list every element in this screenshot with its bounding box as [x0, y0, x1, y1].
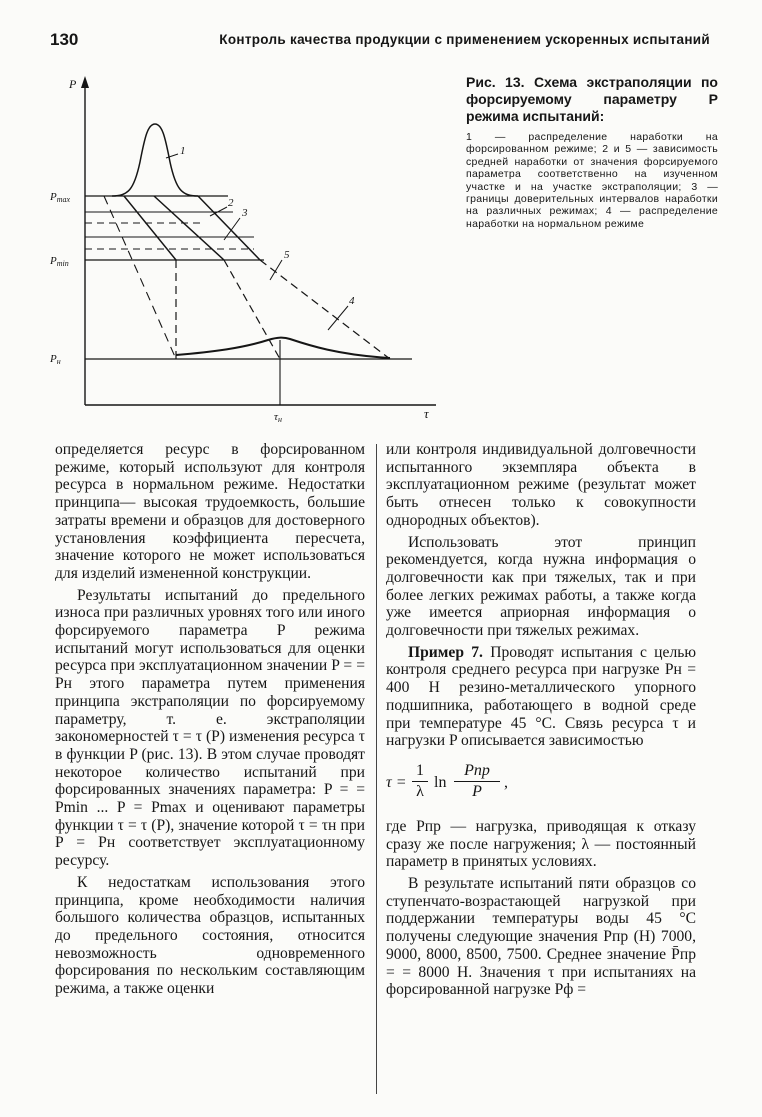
figure-13 [28, 62, 468, 432]
right-paragraph-5: В результате испытаний пяти образцов со ступенчато-возрастающей нагрузкой при поддержании температуры воды 45 °С получены следующие значения Pпр (Н) 7000, 9000, 8000, 8500, 7500. Среднее значение P̄пр = = 8000 Н. Значения τ при испытаниях на форсированной нагрузке Pф = [386, 875, 696, 999]
right-paragraph-1: или контроля индивидуальной долговечности испытанного экземпляра объекта в эксплуатационном режиме (результат может быть отнесен только к совокупности однородных объектов). [386, 441, 696, 529]
tau-n-label: τн [274, 411, 282, 424]
formula-fraction-2 [454, 762, 500, 800]
formula-frac2-den: P [472, 782, 482, 800]
left-column [55, 441, 365, 998]
curve-2-left-bound [124, 196, 176, 260]
curve-2-mean [154, 196, 224, 260]
left-paragraph-3: К недостаткам использования этого принципа, кроме необходимости наличия большого количества образцов, испытанных до предельного состояния, относится невозможность одновременного форсирования по нескольким составляющим режима, а также оценки [55, 873, 365, 998]
curve-label-5: 5 [284, 249, 290, 261]
y-axis-label: P [69, 77, 77, 91]
formula-comma: , [504, 773, 508, 791]
right-paragraph-example [386, 644, 696, 750]
formula-frac1-num: 1 [412, 762, 428, 782]
example-text: Проводят испытания с целью контроля среднего ресурса при нагрузке Pн = 400 Н резино-металлического упорного подшипника, работающего в водной среде при температуре 45 °С. Связь ресурса τ и нагрузки P описывается зависимостью [386, 643, 696, 750]
figure-caption [466, 74, 718, 230]
left-paragraph-1: определяется ресурс в форсированном режиме, который используют для контроля ресурса в нормальном режиме. Недостатки принципа— высокая трудоемкость, большие затраты времени и образцов для достоверного установления коэффициента пересчета, значение которого не может использоваться для изделий измененной конструкции. [55, 441, 365, 582]
example-lead: Пример 7. [408, 643, 483, 661]
page-header [50, 30, 710, 54]
curve-label-4: 4 [349, 295, 355, 307]
caption-title: Рис. 13. Схема экстраполяции по форсируемому параметру P режима испытаний: [466, 74, 718, 124]
x-axis-label: τ [424, 406, 429, 421]
outer-left-dashed [104, 196, 176, 359]
running-title: Контроль качества продукции с применением ускоренных испытаний [219, 32, 710, 47]
leader-4 [328, 306, 348, 330]
curve-label-2: 2 [228, 197, 234, 209]
p-n-label: Pн [50, 353, 61, 366]
formula [386, 756, 696, 814]
curve-1-distribution [112, 124, 198, 196]
extrapolation-diagram [28, 62, 468, 432]
page-number: 130 [50, 30, 79, 49]
formula-lhs: τ = [386, 773, 407, 791]
right-paragraph-4: где Pпр — нагрузка, приводящая к отказу сразу же после нагружения; λ — постоянный параметр в принятых условиях. [386, 817, 696, 871]
leader-5 [270, 260, 282, 280]
right-column [386, 441, 696, 999]
formula-fraction-1 [412, 762, 428, 800]
y-axis-arrow [81, 76, 89, 88]
right-paragraph-2: Использовать этот принцип рекомендуется, когда нужна информация о долговечности как при тяжелых, так и при более легких режимах работы, а также когда уже имеется априорная информация о долговечности при тяжелых режимах. [386, 533, 696, 640]
column-divider [376, 444, 377, 1094]
curve-4-distribution [176, 338, 390, 358]
formula-ln: ln [434, 773, 447, 791]
curve-label-3: 3 [242, 207, 248, 219]
left-paragraph-2: Результаты испытаний до предельного износа при различных уровнях того или иного форсируемого параметра P режима испытаний могут использоваться для оценки ресурса при эксплуатационном значении P = = Pн этого параметра путем применения принципа экстраполяции по форсируемому параметру, т. е. экстраполяции закономерностей τ = τ (P) изменения ресурса τ в функции P (рис. 13). В этом случае проводят некоторое количество испытаний при форсированных значениях параметра: P = = Pmin ... P = Pmax и оценивают параметры функции τ = τ (P), значение которой τ = τн при P = Pн соответствует эксплуатационному ресурсу. [55, 586, 365, 870]
p-max-label: Pmax [50, 191, 71, 204]
caption-body: 1 — распределение наработки на форсированном режиме; 2 и 5 — зависимость средней наработки от значения форсируемого параметра соответственно на изученном участке и на участке экстраполяции; 3 — границы доверительных интервалов наработки на различных режимах; 4 — распределение наработки на нормальном режиме [466, 131, 718, 230]
p-min-label: Pmin [50, 255, 69, 268]
formula-frac2-num: Pпр [454, 762, 500, 782]
formula-frac1-den: λ [416, 782, 424, 800]
curve-label-1: 1 [180, 145, 186, 157]
